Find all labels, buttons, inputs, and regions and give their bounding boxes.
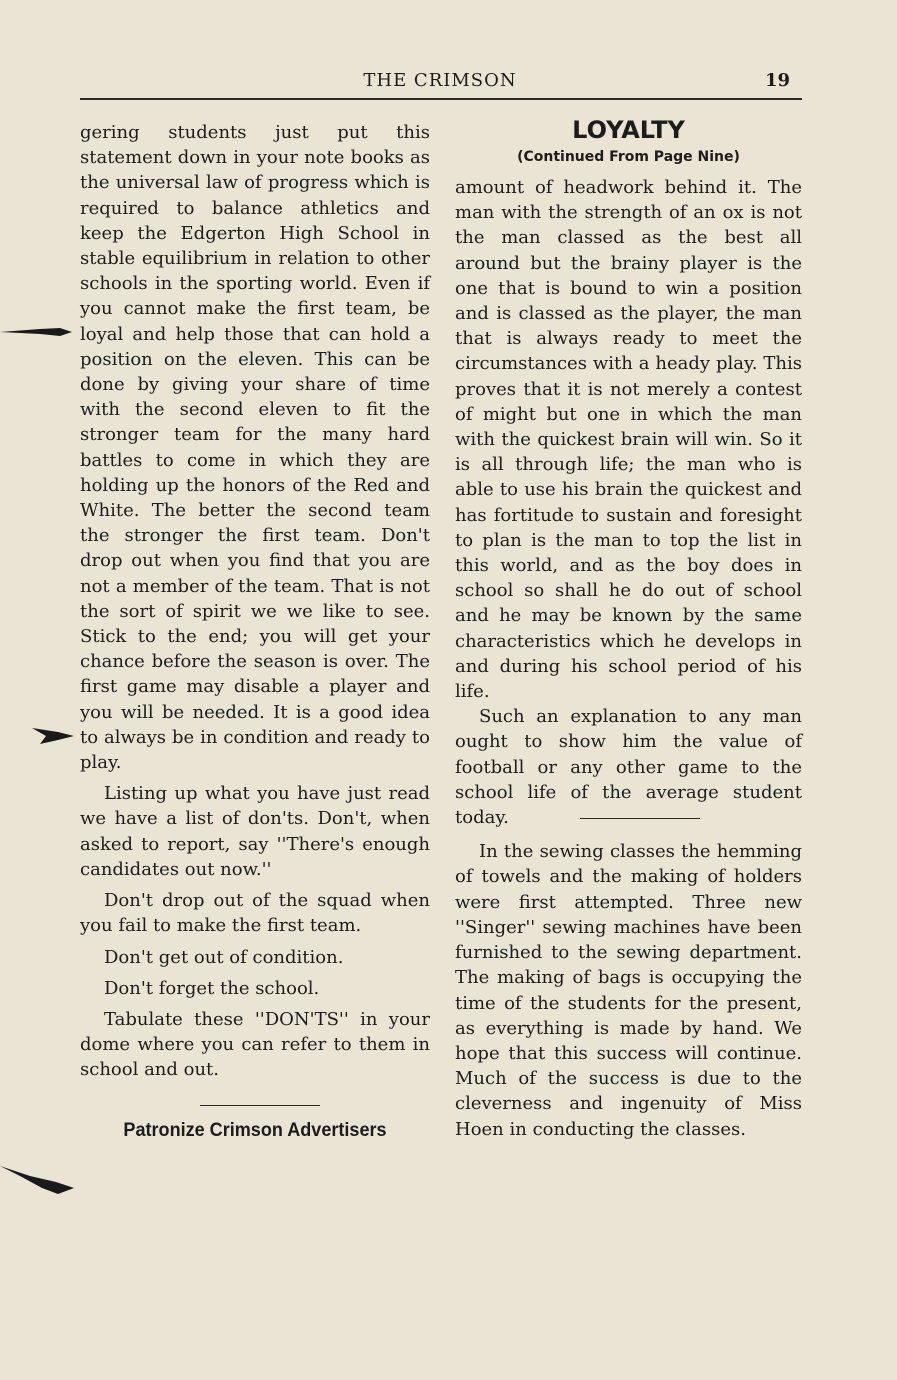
left-column <box>80 120 430 1144</box>
left-paragraph-3: Don't drop out of the squad when you fail to make the first team. <box>80 890 430 937</box>
right-paragraph-1: amount of headwork behind it. The man with the strength of an ox is not the man classed as the best all around but the brainy player is the one that is bound to win a position and is classed as the player, the man that is always ready to meet the circumstances with a heady play. This proves that it is not merely a contest of might but one in which the man with the quickest brain will win. So it is all through life; the man who is able to use his brain the quickest and has fortitude to sustain and foresight to plan is the man to top the list in this world, and as the boy does in school so shall he do out of school and he may be known by the same characteristics which he develops in and during his school period of his life. <box>455 177 802 703</box>
binding-mark-top <box>0 322 72 342</box>
article-title: LOYALTY <box>572 116 685 144</box>
advert-line: Patronize Crimson Advertisers <box>123 1119 387 1141</box>
advert-rule <box>200 1105 320 1106</box>
section-divider <box>580 818 700 819</box>
right-paragraph-3: In the sewing classes the hemming of towels and the making of holders were first attempted. Three new ''Singer'' sewing machines have been furnished to the sewing department. The making of bags is occupying the time of the students for the present, as everything is made by hand. We hope that this success will continue. Much of the success is due to the cleverness and ingenuity of Miss Hoen in conducting the classes. <box>455 841 802 1140</box>
header-rule <box>80 98 802 100</box>
right-column <box>455 115 802 1142</box>
page-number: 19 <box>765 70 791 91</box>
left-paragraph-4: Don't get out of condition. <box>104 946 344 968</box>
page-header-title: THE CRIMSON <box>363 70 517 91</box>
article-subtitle: (Continued From Page Nine) <box>517 149 740 165</box>
left-paragraph-5: Don't forget the school. <box>104 977 320 999</box>
right-paragraph-2: Such an explanation to any man ought to show him the value of football or any other game to the school life of the average student today. <box>455 706 802 829</box>
left-paragraph-2: Listing up what you have just read we have a list of don'ts. Don't, when asked to report, say ''There's enough candidates out now.'' <box>80 783 430 880</box>
binding-mark-bottom <box>0 1162 76 1198</box>
left-paragraph-6: Tabulate these ''DON'TS'' in your dome where you can refer to them in school and out. <box>80 1008 430 1081</box>
left-paragraph-1: gering students just put this statement down in your note books as the universal law of progress which is required to balance athletics and keep the Edgerton High School in stable equilibrium in relation to other schools in the sporting world. Even if you cannot make the first team, be loyal and help those that can hold a position on the eleven. This can be done by giving your share of time with the second eleven to fit the stronger team for the many hard battles to come in which they are holding up the honors of the Red and White. The better the second team the stronger the first team. Don't drop out when you find that you are not a member of the team. That is not the sort of spirit we we like to see. Stick to the end; you will get your chance before the season is over. The first game may disable a player and you will be needed. It is a good idea to always be in condition and ready to play. <box>80 122 430 774</box>
binding-mark-middle <box>28 722 76 748</box>
